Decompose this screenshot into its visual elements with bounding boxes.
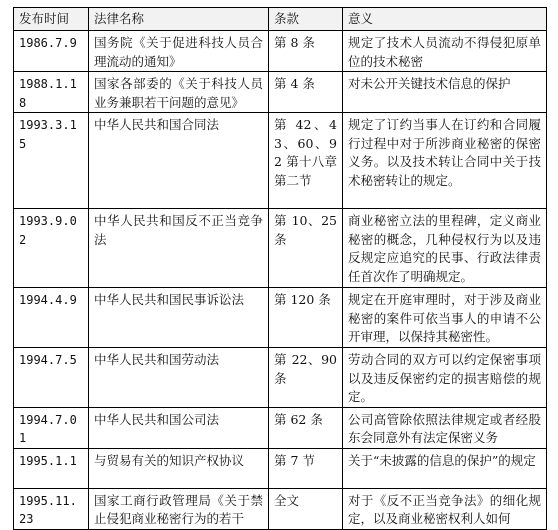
cell-meaning: 对于《反不正当竞争法》的细化规定，以及商业秘密权利人如何: [343, 488, 547, 529]
header-date: 发布时间: [14, 8, 89, 31]
table-row: [14, 407, 547, 448]
table-row: [14, 288, 547, 348]
cell-article: 第 22、90 条: [269, 348, 343, 408]
table-row: [14, 209, 547, 288]
cell-date: 1994.7.5: [14, 348, 89, 408]
cell-article: 第 120 条: [269, 288, 343, 348]
table-header-row: [14, 8, 547, 31]
table-row: [14, 72, 547, 113]
cell-meaning: 商业秘密立法的里程碑，定义商业秘密的概念，几种侵权行为以及违反规定应追究的民事、行政法律责任首次作了明确规定。: [343, 209, 547, 288]
cell-date: 1993.9.02: [14, 209, 89, 288]
cell-meaning: 劳动合同的双方可以约定保密事项以及违反保密约定的损害赔偿的规定。: [343, 348, 547, 408]
cell-law-name: 中华人民共和国合同法: [89, 113, 269, 209]
cell-date: 1995.11.23: [14, 488, 89, 529]
cell-law-name: 国家各部委的《关于科技人员业务兼职若干问题的意见》: [89, 72, 269, 113]
cell-law-name: 与贸易有关的知识产权协议: [89, 448, 269, 488]
cell-law-name: 中华人民共和国劳动法: [89, 348, 269, 408]
cell-meaning: 规定了技术人员流动不得侵犯原单位的技术秘密: [343, 31, 547, 72]
cell-date: 1994.4.9: [14, 288, 89, 348]
cell-law-name: 中华人民共和国反不正当竞争法: [89, 209, 269, 288]
cell-law-name: 中华人民共和国公司法: [89, 407, 269, 448]
cell-article: 第 8 条: [269, 31, 343, 72]
cell-law-name: 国家工商行政管理局《关于禁止侵犯商业秘密行为的若干: [89, 488, 269, 529]
cell-article: 第 42、43、60、92 第十八章第二节: [269, 113, 343, 209]
cell-meaning: 公司高管除依照法律规定或者经股东会同意外有法定保密义务: [343, 407, 547, 448]
table-row: [14, 448, 547, 488]
cell-date: 1994.7.01: [14, 407, 89, 448]
cell-date: 1986.7.9: [14, 31, 89, 72]
cell-article: 第 62 条: [269, 407, 343, 448]
cell-meaning: 规定在开庭审理时，对于涉及商业秘密的案件可依当事人的申请不公开审理，以保持其秘密性。: [343, 288, 547, 348]
table-row: [14, 31, 547, 72]
cell-article: 第 10、25 条: [269, 209, 343, 288]
table-row: [14, 348, 547, 408]
cell-law-name: 中华人民共和国民事诉讼法: [89, 288, 269, 348]
cell-article: 第 4 条: [269, 72, 343, 113]
cell-date: 1988.1.18: [14, 72, 89, 113]
header-meaning: 意义: [343, 8, 547, 31]
cell-date: 1995.1.1: [14, 448, 89, 488]
cell-meaning: 规定了订约当事人在订约和合同履行过程中对于所涉商业秘密的保密义务。以及技术转让合同中关于技术秘密转让的规定。: [343, 113, 547, 209]
cell-law-name: 国务院《关于促进科技人员合理流动的通知》: [89, 31, 269, 72]
cell-date: 1993.3.15: [14, 113, 89, 209]
cell-meaning: 对未公开关键技术信息的保护: [343, 72, 547, 113]
table-row: [14, 113, 547, 209]
cell-meaning: 关于“未披露的信息的保护”的规定: [343, 448, 547, 488]
header-law-name: 法律名称: [89, 8, 269, 31]
header-article: 条款: [269, 8, 343, 31]
cell-article: 第 7 节: [269, 448, 343, 488]
law-table: [13, 7, 547, 530]
table-row: [14, 488, 547, 529]
cell-article: 全文: [269, 488, 343, 529]
